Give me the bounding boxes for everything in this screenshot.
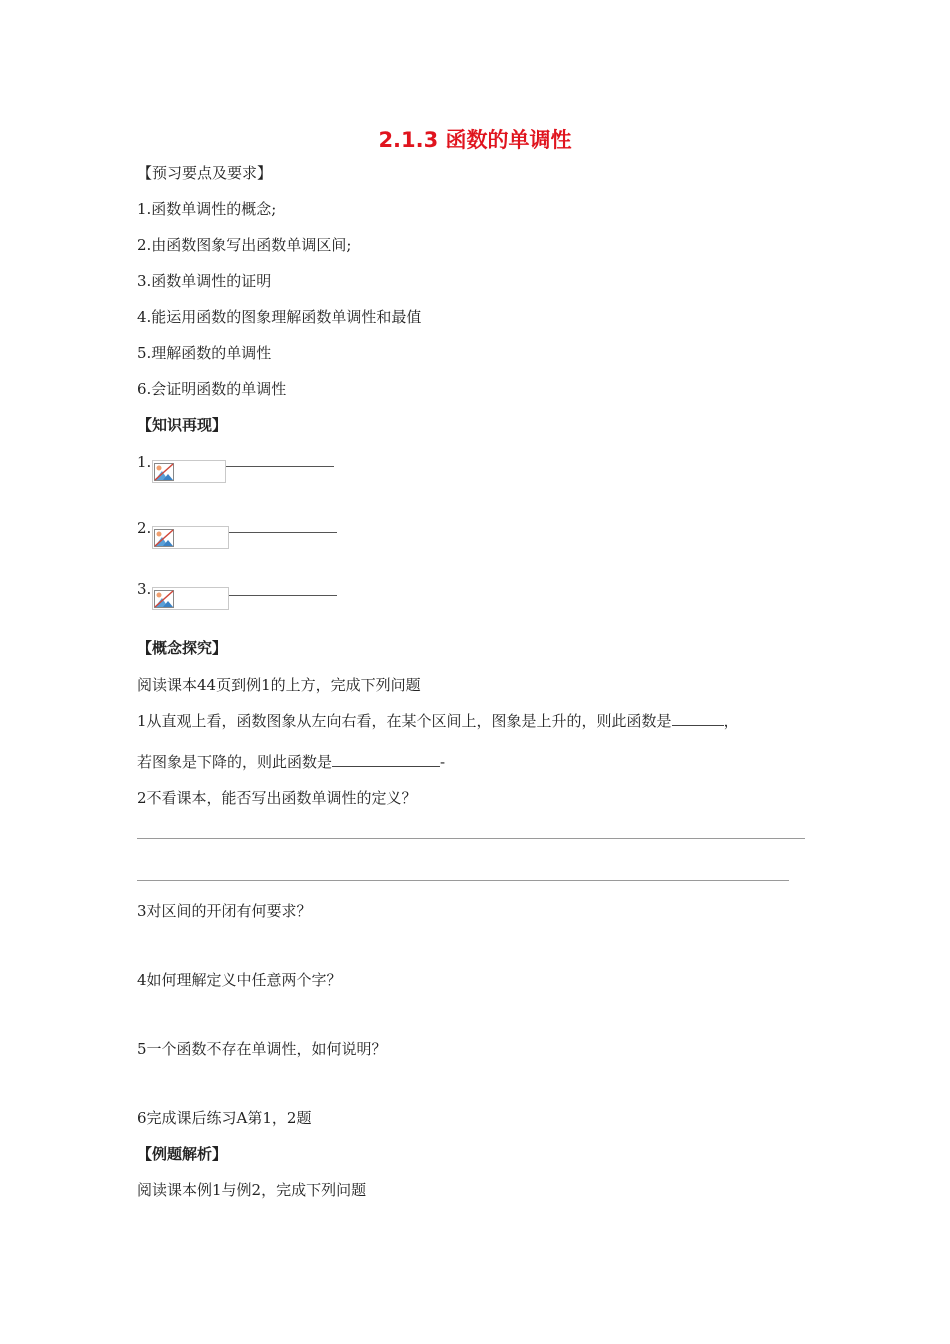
formula-image-3 — [152, 587, 229, 610]
concept-question-2: 2不看课本，能否写出函数单调性的定义？ — [137, 789, 417, 807]
concept-question-1 — [137, 711, 739, 731]
formula-image-1 — [152, 460, 226, 483]
broken-image-icon — [154, 463, 174, 481]
concept-question-5: 5一个函数不存在单调性，如何说明？ — [137, 1040, 387, 1058]
preview-item: 6.会证明函数的单调性 — [137, 380, 287, 398]
preview-item: 2.由函数图象写出函数单调区间; — [137, 236, 352, 254]
answer-line — [137, 880, 789, 881]
fill-blank — [672, 711, 724, 726]
concept-question-4: 4如何理解定义中任意两个字？ — [137, 971, 342, 989]
examples-intro: 阅读课本例1与例2，完成下列问题 — [137, 1181, 367, 1199]
concept-question-3: 3对区间的开闭有何要求？ — [137, 902, 312, 920]
question-text: 1从直观上看，函数图象从左向右看，在某个区间上，图象是上升的，则此函数是 — [137, 712, 672, 730]
broken-image-icon — [154, 590, 174, 608]
preview-item: 4.能运用函数的图象理解函数单调性和最值 — [137, 308, 422, 326]
answer-line — [229, 595, 337, 596]
knowledge-item-number: 1. — [137, 453, 152, 471]
concept-question-1-continued — [137, 752, 445, 772]
broken-image-icon — [154, 529, 174, 547]
fill-blank — [332, 752, 440, 767]
knowledge-item-number: 2. — [137, 519, 152, 537]
question-text: 若图象是下降的，则此函数是 — [137, 753, 333, 771]
answer-line — [137, 838, 805, 839]
preview-item: 1.函数单调性的概念; — [137, 200, 277, 218]
answer-line — [229, 532, 337, 533]
concept-intro: 阅读课本44页到例1的上方，完成下列问题 — [137, 676, 421, 694]
concept-heading: 【概念探究】 — [137, 639, 228, 657]
preview-item: 3.函数单调性的证明 — [137, 272, 272, 290]
preview-heading: 【预习要点及要求】 — [137, 164, 273, 182]
preview-item: 5.理解函数的单调性 — [137, 344, 272, 362]
examples-heading: 【例题解析】 — [137, 1145, 228, 1163]
knowledge-heading: 【知识再现】 — [137, 416, 228, 434]
question-punctuation: ， — [723, 712, 739, 730]
formula-image-2 — [152, 526, 229, 549]
knowledge-item-number: 3. — [137, 580, 152, 598]
answer-line — [226, 466, 334, 467]
page-title: 2.1.3 函数的单调性 — [378, 128, 572, 152]
concept-question-6: 6完成课后练习A第1，2题 — [137, 1109, 312, 1127]
question-punctuation: - — [440, 753, 446, 771]
